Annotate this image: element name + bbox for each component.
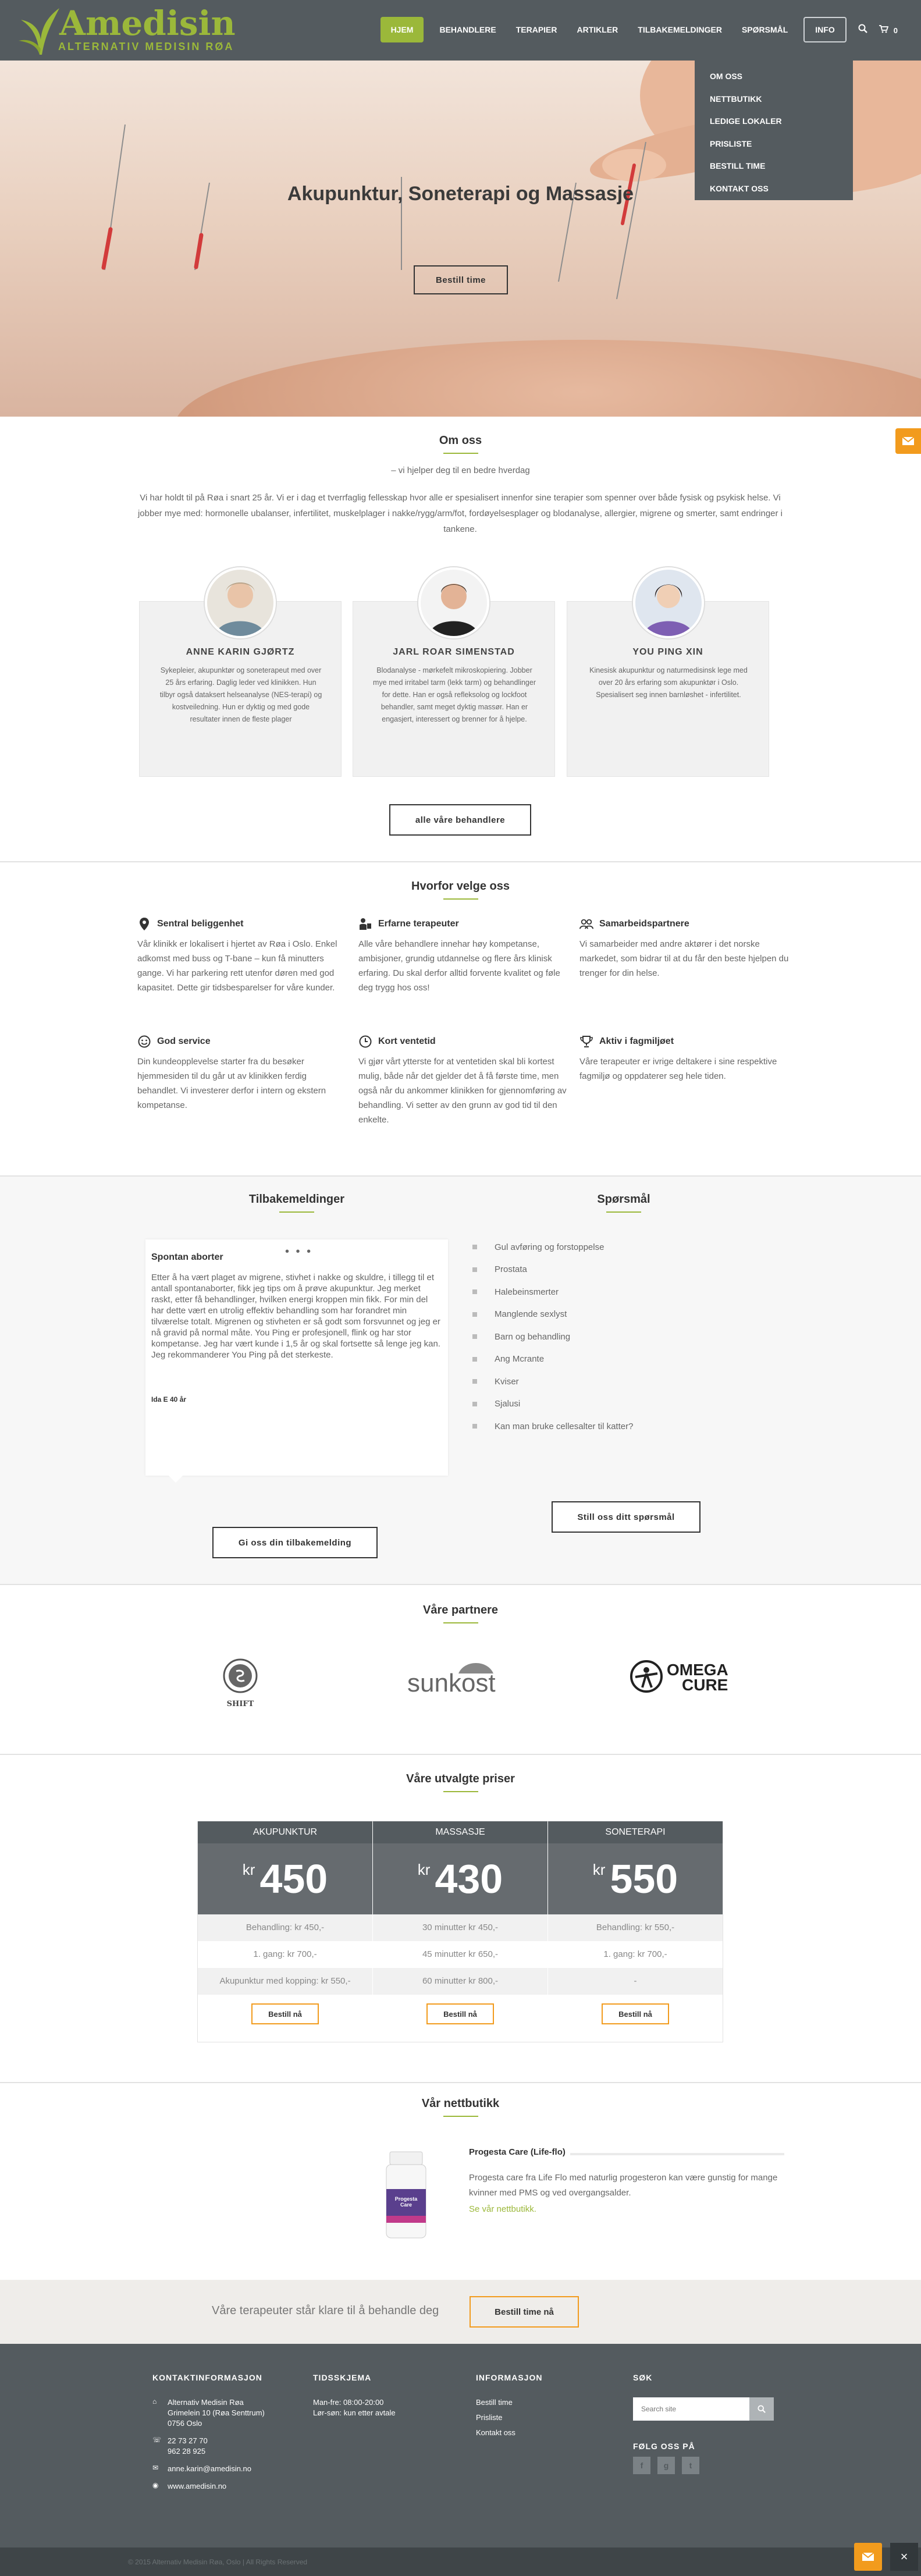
price-column-akupunktur: [198, 1821, 372, 2033]
footer-info-title: INFORMASJON: [476, 2373, 543, 2382]
price-row: 30 minutter kr 450,-: [373, 1914, 547, 1941]
prices-title-underline: [443, 1791, 478, 1792]
feature-active-field: [579, 1035, 789, 1083]
search-icon[interactable]: [852, 24, 873, 36]
shift-label: SHIFT: [226, 1700, 254, 1708]
carousel-dots[interactable]: • • •: [285, 1245, 313, 1258]
price-column-title: MASSASJE: [373, 1821, 547, 1843]
footer-search-title: SØK: [633, 2373, 653, 2382]
users-icon: [579, 917, 593, 931]
question-link[interactable]: Halebeinsmerter: [472, 1281, 763, 1303]
clock-icon: [358, 1035, 372, 1049]
partner-sunkost[interactable]: [407, 1656, 515, 1697]
partners-title: Våre partnere: [423, 1604, 498, 1616]
avatar[interactable]: [205, 567, 276, 638]
twitter-icon[interactable]: t: [682, 2457, 699, 2474]
therapist-icon: [358, 917, 372, 931]
price-row: 60 minutter kr 800,-: [373, 1968, 547, 1995]
cart-icon: [879, 25, 888, 33]
site-header: [0, 0, 921, 61]
feature-short-wait: [358, 1035, 568, 1127]
all-therapists-button[interactable]: alle våre behandlere: [389, 804, 531, 836]
mail-icon: ✉: [152, 2464, 159, 2472]
ask-question-button[interactable]: Still oss ditt spørsmål: [552, 1501, 700, 1533]
about-title: Om oss: [439, 434, 482, 447]
why-title: Hvorfor velge oss: [411, 880, 510, 893]
questions-list: [472, 1236, 763, 1438]
speech-tail-icon: [169, 1476, 183, 1483]
feature-text: Din kundeopplevelse starter fra du besøker hjemmesiden til du går ut av klinikken ferdig behandlet. Vi investerer derfor i intern og ekstern kompetanse.: [137, 1057, 326, 1110]
feature-central-location: [137, 917, 347, 995]
product-jar-label: Progesta Care: [394, 2196, 418, 2208]
phone-link[interactable]: 962 28 925: [168, 2447, 206, 2456]
main-nav: [381, 16, 904, 43]
give-feedback-button[interactable]: Gi oss din tilbakemelding: [212, 1527, 378, 1558]
about-subtitle: – vi hjelper deg til en bedre hverdag: [391, 466, 530, 475]
shift-logo-icon: [220, 1658, 261, 1693]
price-row: 1. gang: kr 700,-: [253, 1949, 317, 1959]
shop-link[interactable]: Se vår nettbutikk.: [469, 2204, 536, 2214]
price-row: Behandling: kr 550,-: [548, 1914, 723, 1941]
map-pin-icon: [137, 917, 151, 931]
footer-social-title: FØLG OSS PÅ: [633, 2442, 695, 2451]
section-divider: [0, 1754, 921, 1755]
therapist-description: Kinesisk akupunktur og naturmedisinsk lege med over 20 års erfaring som akupunktør i Oslo. Spesialisert seg innen barnløshet - infertilitet.: [589, 666, 748, 699]
price-amount: kr 450: [198, 1843, 372, 1914]
product-divider: [570, 2153, 784, 2155]
logo-title: Amedisin: [59, 3, 236, 43]
price-row: Behandling: kr 450,-: [198, 1914, 372, 1941]
footer-link[interactable]: Kontakt oss: [476, 2428, 515, 2437]
feature-good-service: [137, 1035, 347, 1113]
mail-icon: [862, 2553, 874, 2561]
therapist-description: Blodanalyse - mørkefelt mikroskopiering. Jobber mye med irritabel tarm (lekk tarm) og behandlinger for dette. Han er også refleksolog og lockfoot behandler, samt meget dyktig massør. Han er engasjert, interessert og brenner for å hjelpe.: [373, 666, 536, 723]
feature-title: God service: [157, 1036, 211, 1046]
footer-hours: TIDSSKJEMA Man-fre: 08:00-20:00 Lør-søn: kun etter avtale: [313, 2373, 441, 2418]
order-now-button[interactable]: Bestill nå: [251, 2003, 319, 2024]
section-divider: [0, 2082, 921, 2083]
feedback-section: [0, 1177, 921, 1584]
price-row: 45 minutter kr 650,-: [422, 1949, 499, 1959]
footer-info: [476, 2373, 592, 2443]
footer-link[interactable]: Prisliste: [476, 2413, 503, 2422]
about-text: Vi har holdt til på Røa i snart 25 år. Vi er i dag et tverrfaglig fellesskap hvor alle er spesialisert innenfor sine terapier som spenner over både fysisk og psykisk helse. Vi jobber mye med: hormonelle ubalanser, infertilitet, muskelplager i nakke/rygg/arm/fot, fordøyelsesplager og blodanalyse, allergier, migrene og smerter, samt endringer i tankene.: [137, 493, 783, 534]
feature-title: Samarbeidspartnere: [599, 919, 689, 929]
nav-terapier[interactable]: TERAPIER: [515, 25, 557, 34]
avatar[interactable]: [633, 567, 704, 638]
order-now-button[interactable]: Bestill nå: [602, 2003, 669, 2024]
price-column-massasje: [373, 1821, 547, 2033]
dropdown-prisliste[interactable]: PRISLISTE: [710, 138, 752, 148]
feature-partners: [579, 917, 789, 980]
web-link[interactable]: www.amedisin.no: [168, 2482, 227, 2490]
testimonials-title-underline: [279, 1211, 314, 1213]
section-divider: [0, 861, 921, 862]
nav-artikler[interactable]: ARTIKLER: [577, 25, 618, 34]
partner-omega-cure[interactable]: [630, 1658, 740, 1697]
question-link[interactable]: Prostata: [472, 1259, 763, 1281]
product-name[interactable]: Progesta Care (Life-flo): [469, 2147, 566, 2157]
shop-title: Vår nettbutikk: [421, 2097, 500, 2110]
hero-book-button[interactable]: Bestill time: [414, 265, 508, 294]
price-column-title: SONETERAPI: [548, 1821, 723, 1843]
price-row: Akupunktur med kopping: kr 550,-: [198, 1968, 372, 1995]
question-link[interactable]: Ang Mcrante: [472, 1348, 763, 1371]
search-button[interactable]: [749, 2397, 774, 2421]
omega-cure-logo-icon: [630, 1660, 663, 1693]
home-icon: ⌂: [152, 2397, 157, 2406]
feature-text: Våre terapeuter er ivrige deltakere i sine respektive fagmiljø og oppdaterer seg hele tiden.: [579, 1057, 777, 1081]
sunkost-label: sunkost: [407, 1669, 496, 1697]
price-column-title: AKUPUNKTUR: [198, 1821, 372, 1843]
nav-tilbakemeldinger[interactable]: TILBAKEMELDINGER: [638, 25, 722, 34]
globe-icon: ◉: [152, 2481, 159, 2489]
feature-title: Aktiv i fagmiljøet: [599, 1036, 674, 1046]
price-amount: kr 550: [548, 1843, 723, 1914]
search-input[interactable]: [633, 2397, 749, 2421]
price-row: 1. gang: kr 700,-: [603, 1949, 667, 1959]
feature-text: Vi gjør vårt ytterste for at ventetiden skal bli kortest mulig, både når det gjelder det å få første time, men også når du ankommer klinikken for gjennomføring av behandling. Vi setter av den grunn av god tid til den enkelte.: [358, 1057, 567, 1125]
why-title-underline: [443, 898, 478, 900]
bullet-icon: [472, 1267, 477, 1272]
logo-tagline: ALTERNATIV MEDISIN RØA: [58, 41, 234, 52]
product-image[interactable]: [384, 2148, 428, 2241]
dropdown-ledige-lokaler[interactable]: LEDIGE LOKALER: [710, 116, 782, 126]
phone-link[interactable]: 22 73 27 70: [168, 2436, 208, 2445]
smiley-icon: [137, 1035, 151, 1049]
feature-title: Kort ventetid: [378, 1036, 436, 1046]
footer-contact-title: KONTAKTINFORMASJON: [152, 2373, 262, 2382]
footer-hours-title: TIDSSKJEMA: [313, 2373, 372, 2382]
avatar[interactable]: [418, 567, 489, 638]
site-footer: [0, 2344, 921, 2547]
feature-experienced-therapists: [358, 917, 568, 995]
cta-text: Våre terapeuter står klare til å behandle deg: [212, 2304, 439, 2317]
bottom-bar: [0, 2547, 921, 2576]
footer-search: [633, 2373, 778, 2474]
feature-title: Erfarne terapeuter: [378, 919, 459, 929]
nav-info[interactable]: INFO: [803, 17, 846, 42]
cart-button[interactable]: [873, 24, 904, 36]
bullet-icon: [472, 1402, 477, 1406]
feature-title: Sentral beliggenhet: [157, 919, 244, 929]
therapist-description: Sykepleier, akupunktør og soneterapeut med over 25 års erfaring. Daglig leder ved klinikken. Hun tilbyr også dataksert helseanalyse (NES-terapi) og kostveiledning. Hun er dyktig og med gode resultater innen de fleste plager: [159, 666, 322, 723]
bullet-icon: [472, 1245, 477, 1249]
questions-title-underline: [606, 1211, 641, 1213]
dropdown-om-oss[interactable]: OM OSS: [710, 72, 743, 81]
bullet-icon: [472, 1334, 477, 1339]
leaf-logo-icon: [16, 5, 63, 56]
order-now-button[interactable]: Bestill nå: [426, 2003, 494, 2024]
bullet-icon: [472, 1379, 477, 1384]
cta-book-button[interactable]: Bestill time nå: [470, 2296, 579, 2328]
therapist-name: YOU PING XIN: [632, 647, 703, 657]
dropdown-bestill-time[interactable]: BESTILL TIME: [710, 161, 766, 170]
bullet-icon: [472, 1312, 477, 1317]
question-link[interactable]: Gul avføring og forstoppelse: [472, 1236, 763, 1259]
search-icon: [758, 2405, 766, 2413]
feature-text: Alle våre behandlere innehar høy kompetanse, ambisjoner, grundig utdannelse og flere års klinisk erfaring. Du skal derfor alltid forvente kvalitet og føle deg trygg hos oss!: [358, 939, 560, 993]
omega-label: OMEGA: [667, 1661, 728, 1679]
hero-title: Akupunktur, Soneterapi og Massasje: [287, 183, 634, 205]
trophy-icon: [579, 1035, 593, 1049]
feature-text: Vi samarbeider med andre aktører i det norske markedet, som bidrar til at du får den beste hjelpen du trenger for din helse.: [579, 939, 789, 978]
dropdown-kontakt-oss[interactable]: KONTAKT OSS: [710, 183, 769, 193]
prices-title: Våre utvalgte priser: [406, 1772, 515, 1785]
cart-count: 0: [893, 26, 898, 35]
partners-title-underline: [443, 1622, 478, 1623]
cta-band: [0, 2280, 921, 2344]
close-icon[interactable]: ×: [890, 2543, 918, 2571]
footer-link[interactable]: Bestill time: [476, 2398, 513, 2407]
cure-label: CURE: [682, 1676, 728, 1694]
testimonial-text: Etter å ha vært plaget av migrene, stivhet i nakke og skuldre, i tillegg til et antall spontanaborter, fikk jeg tips om å prøve akupunktur. Jeg merket raskt, etter få behandlinger, hvilken energi kroppen min fikk. For min del har dette vært en utrolig effektiv behandling som har forandret min tilværelse totalt. Migrenen og stivheten er så godt som forsvunnet og jeg er nå gravid på normal måte. You Ping er profesjonell, flink og har stor kompetanse. Jeg har vært kunde i 1,5 år og skal fortsette så lenge jeg kan. Jeg rekommanderer You Ping på det sterkeste.: [151, 1273, 440, 1360]
facebook-icon[interactable]: f: [633, 2457, 650, 2474]
nav-sporsmal[interactable]: SPØRSMÅL: [741, 25, 788, 34]
nav-behandlere[interactable]: BEHANDLERE: [439, 25, 496, 34]
product-description: Progesta care fra Life Flo med naturlig progesteron kan være gunstig for mange kvinner med PMS og ved overgangsalder.: [469, 2173, 778, 2198]
copyright: © 2015 Alternativ Medisin Røa, Oslo | All Rights Reserved: [128, 2558, 308, 2566]
nav-home[interactable]: HJEM: [381, 17, 424, 42]
dropdown-nettbutikk[interactable]: NETTBUTIKK: [710, 94, 762, 104]
about-title-underline: [443, 453, 478, 454]
question-link[interactable]: Manglende sexlyst: [472, 1303, 763, 1326]
testimonial-author: Ida E 40 år: [151, 1395, 187, 1404]
google-plus-icon[interactable]: g: [657, 2457, 675, 2474]
testimonial-title: Spontan aborter: [151, 1252, 223, 1262]
bullet-icon: [472, 1357, 477, 1362]
testimonials-title: Tilbakemeldinger: [248, 1193, 345, 1206]
bullet-icon: [472, 1289, 477, 1294]
question-link[interactable]: Kviser: [472, 1370, 763, 1393]
logo[interactable]: [16, 3, 249, 56]
shop-title-underline: [443, 2116, 478, 2117]
testimonial-card: [145, 1239, 448, 1476]
price-column-soneterapi: [548, 1821, 723, 2033]
question-link[interactable]: Barn og behandling: [472, 1326, 763, 1348]
questions-title: Spørsmål: [597, 1193, 650, 1206]
price-row: -: [548, 1968, 723, 1995]
section-divider: [0, 1584, 921, 1585]
question-link[interactable]: Sjalusi: [472, 1393, 763, 1416]
email-link[interactable]: anne.karin@amedisin.no: [168, 2464, 252, 2473]
info-dropdown-menu: [695, 61, 853, 200]
question-link[interactable]: Kan man bruke cellesalter til katter?: [472, 1415, 763, 1438]
footer-contact: KONTAKTINFORMASJON ⌂ Alternativ Medisin Røa Grimelein 10 (Røa Senttrum) 0756 Oslo ☏ 22 73 27 70 962 28 925 ✉ anne.karin@amedisin.no ◉ www.amedisin.no: [152, 2373, 292, 2499]
therapist-name: ANNE KARIN GJØRTZ: [186, 647, 295, 657]
bullet-icon: [472, 1424, 477, 1429]
feature-text: Vår klinikk er lokalisert i hjertet av Røa i Oslo. Enkel adkomst med buss og T-bane – kun få minutters gange. Vi har parkering rett utenfor døren med god kapasitet. Dette gir tidsbesparelser for våre kunder.: [137, 939, 337, 993]
chat-mail-button[interactable]: [854, 2543, 882, 2571]
therapist-name: JARL ROAR SIMENSTAD: [393, 647, 515, 657]
phone-icon: ☏: [152, 2436, 162, 2444]
partner-shift[interactable]: [220, 1658, 261, 1708]
price-amount: kr 430: [373, 1843, 547, 1914]
